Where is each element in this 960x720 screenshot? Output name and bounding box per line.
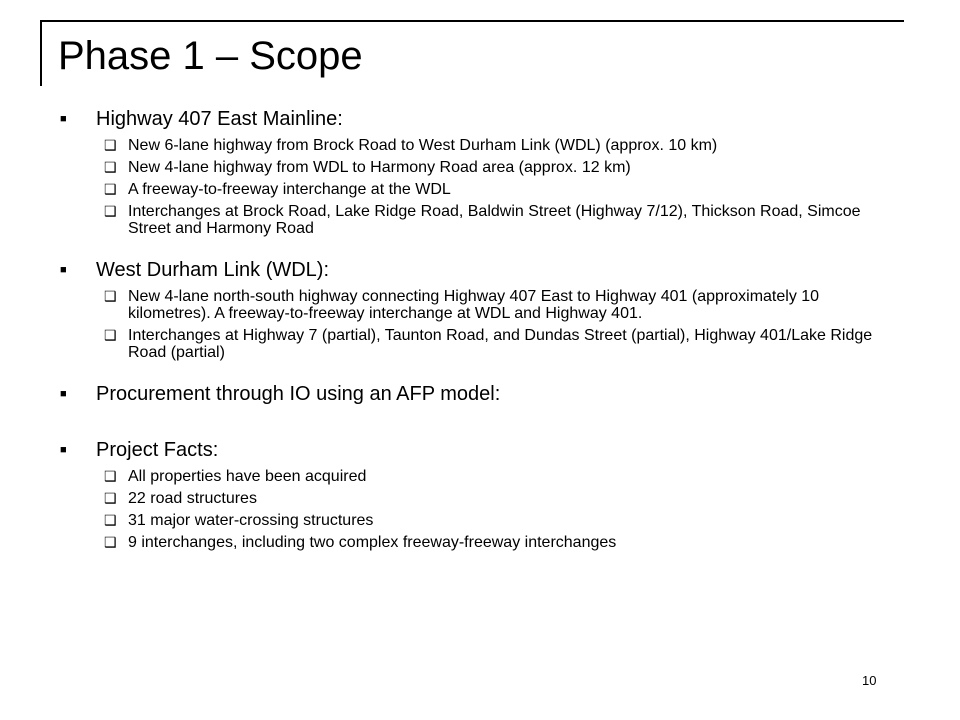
list-item-text: A freeway-to-freeway interchange at the WDL: [128, 181, 451, 198]
list-item-text: New 4-lane highway from WDL to Harmony Road area (approx. 12 km): [128, 159, 631, 176]
section-west-durham-link: [58, 257, 898, 361]
square-bullet-icon: ■: [60, 388, 67, 400]
section-heading-text: Project Facts:: [96, 439, 219, 461]
hollow-square-bullet-icon: ❑: [104, 327, 117, 343]
section-heading: [58, 106, 898, 132]
list-item-text: New 4-lane north-south highway connecting Highway 407 East to Highway 401 (approximately 10 kilometres). A freeway-to-freeway interchange at WDL and Highway 401.: [128, 288, 820, 322]
section-procurement: [58, 381, 898, 407]
hollow-square-bullet-icon: ❑: [104, 137, 117, 153]
list-item-text: Interchanges at Highway 7 (partial), Taunton Road, and Dundas Street (partial), Highway 401/Lake Ridge Road (partial): [128, 327, 873, 361]
section-highway-407-mainline: [58, 106, 898, 237]
section-heading: [58, 381, 898, 407]
hollow-square-bullet-icon: ❑: [104, 159, 117, 175]
list-item-text: 22 road structures: [128, 490, 257, 507]
section-heading-text: Procurement through IO using an AFP model:: [96, 383, 501, 405]
hollow-square-bullet-icon: ❑: [104, 288, 117, 304]
list-item: [104, 534, 898, 551]
square-bullet-icon: ■: [60, 264, 67, 276]
square-bullet-icon: ■: [60, 444, 67, 456]
list-item: [104, 512, 898, 529]
list-item-text: 9 interchanges, including two complex freeway-freeway interchanges: [128, 534, 617, 551]
section-heading-text: Highway 407 East Mainline:: [96, 108, 343, 130]
list-item-text: All properties have been acquired: [128, 468, 367, 485]
list-item-text: 31 major water-crossing structures: [128, 512, 374, 529]
section-project-facts: [58, 437, 898, 551]
hollow-square-bullet-icon: ❑: [104, 490, 117, 506]
list-item: [104, 468, 898, 485]
hollow-square-bullet-icon: ❑: [104, 534, 117, 550]
hollow-square-bullet-icon: ❑: [104, 512, 117, 528]
list-item: [104, 181, 898, 198]
section-heading: [58, 437, 898, 463]
section-heading-text: West Durham Link (WDL):: [96, 259, 330, 281]
list-item: [104, 203, 898, 237]
hollow-square-bullet-icon: ❑: [104, 203, 117, 219]
page-number: 10: [862, 673, 877, 688]
list-item: [104, 159, 898, 176]
left-border-rule: [40, 20, 42, 86]
section-heading: [58, 257, 898, 283]
list-item: [104, 490, 898, 507]
slide-title: Phase 1 – Scope: [58, 34, 363, 78]
list-item: [104, 327, 898, 361]
hollow-square-bullet-icon: ❑: [104, 468, 117, 484]
list-item-text: New 6-lane highway from Brock Road to West Durham Link (WDL) (approx. 10 km): [128, 137, 718, 154]
top-border-rule: [40, 20, 904, 22]
list-item: [104, 137, 898, 154]
hollow-square-bullet-icon: ❑: [104, 181, 117, 197]
slide-body: [58, 106, 898, 571]
list-item: [104, 288, 898, 322]
list-item-text: Interchanges at Brock Road, Lake Ridge Road, Baldwin Street (Highway 7/12), Thickson Road, Simcoe Street and Harmony Road: [128, 203, 861, 237]
square-bullet-icon: ■: [60, 113, 67, 125]
